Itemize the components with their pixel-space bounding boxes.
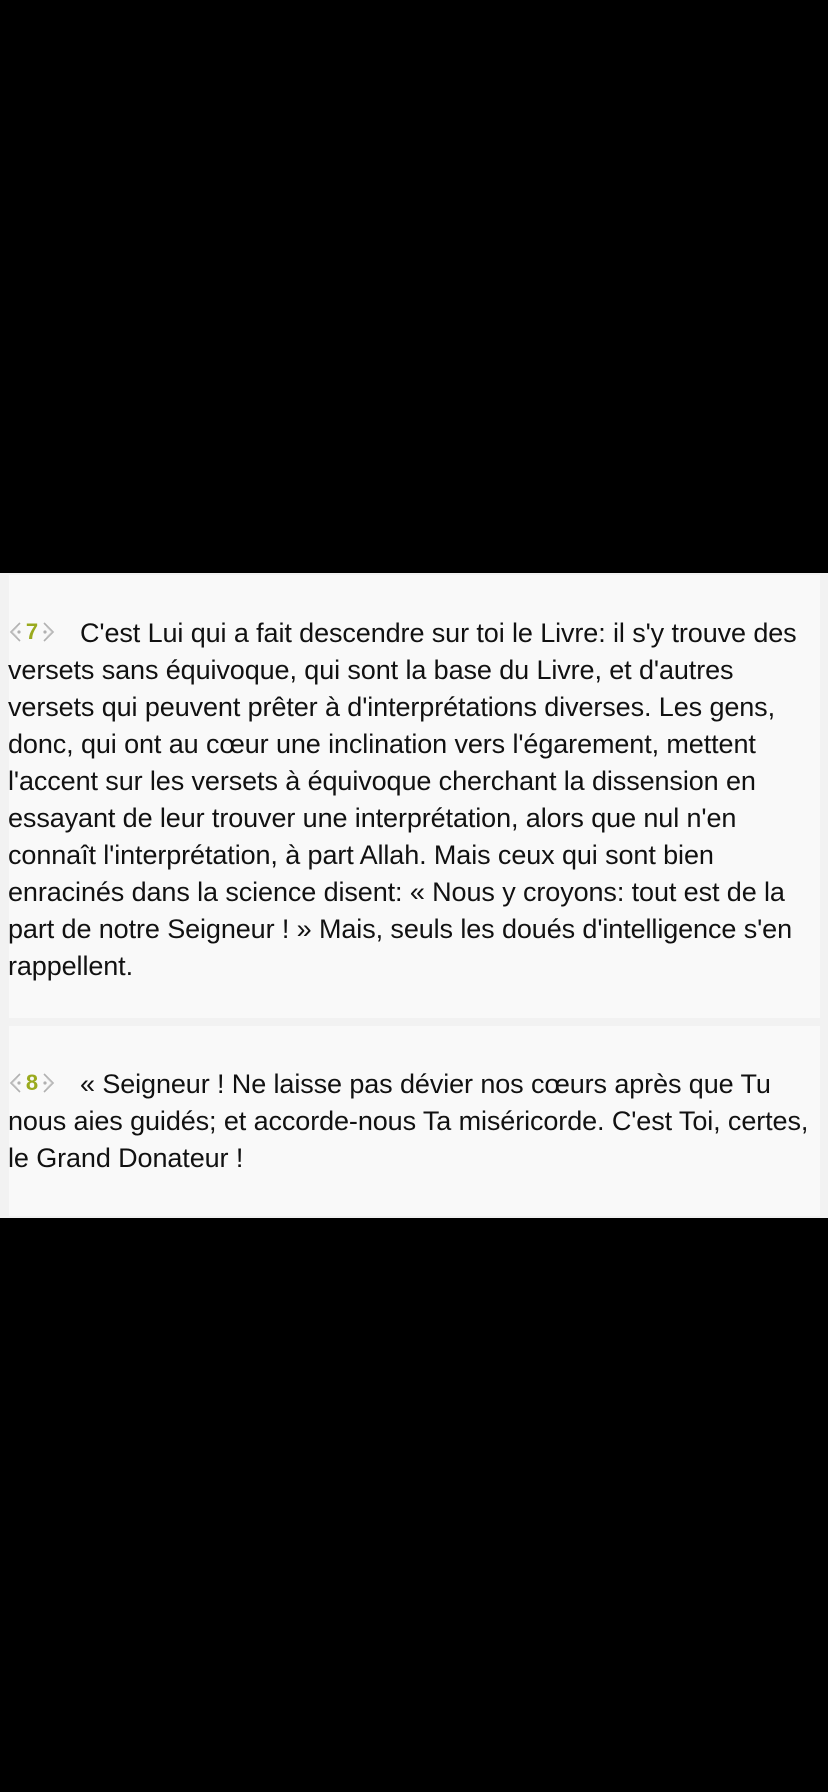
verse-number: 8	[25, 1070, 39, 1095]
verse-card-8[interactable]	[9, 1026, 820, 1216]
verse-ornament-right-icon	[42, 620, 56, 644]
verse-number-marker	[8, 1071, 56, 1095]
verse-ornament-right-icon	[42, 1071, 56, 1095]
verse-text: « Seigneur ! Ne laisse pas dévier nos cœurs après que Tu nous aies guidés; et accorde-nous Ta miséricorde. C'est Toi, certes, le Grand Donateur !	[8, 1069, 809, 1173]
verse-ornament-left-icon	[8, 1071, 22, 1095]
verse-number-marker	[8, 620, 56, 644]
verse-paragraph	[8, 1066, 820, 1177]
verse-paragraph	[8, 615, 820, 985]
verse-ornament-left-icon	[8, 620, 22, 644]
verse-number: 7	[25, 619, 39, 644]
verse-text: C'est Lui qui a fait descendre sur toi le Livre: il s'y trouve des versets sans équivoque, qui sont la base du Livre, et d'autres versets qui peuvent prêter à d'interprétations diverses. Les gens, donc, qui ont au cœur une inclination vers l'égarement, mettent l'accent sur les versets à équivoque cherchant la dissension en essayant de leur trouver une interprétation, alors que nul n'en connaît l'interprétation, à part Allah. Mais ceux qui sont bien enracinés dans la science disent: « Nous y croyons: tout est de la part de notre Seigneur ! » Mais, seuls les doués d'intelligence s'en rappellent.	[8, 618, 797, 981]
verse-card-7[interactable]	[9, 575, 820, 1018]
